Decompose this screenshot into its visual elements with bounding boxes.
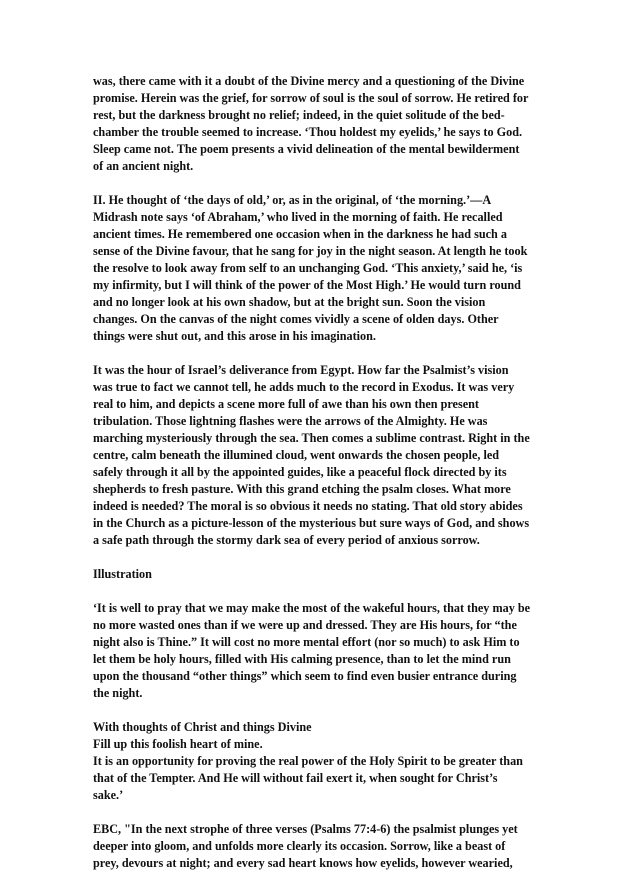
section-heading-illustration: Illustration (93, 567, 152, 581)
paragraph-wakeful-hours: ‘It is well to pray that we may make the most of the wakeful hours, that they may be no more wasted ones than if we were up and dressed. They are His hours, for “the night also is Thine.” It will cost no more mental effort (nor so much) to ask Him to let them be holy hours, filled with His calming presence, than to let the mind run upon the thousand “other things” which seem to find even busier entrance during the night. (93, 601, 531, 700)
paragraph-sleepless-night: was, there came with it a doubt of the Divine mercy and a questioning of the Divine promise. Herein was the grief, for sorrow of soul is the soul of sorrow. He retired for rest, but the darkness brought no relief; indeed, in the quiet solitude of the bed- chamber the trouble seemed to increase. ‘Thou holdest my eyelids,’ he says to God. Sleep came not. The poem presents a vivid delineation of the mental bewilderment of an ancient night. (93, 74, 529, 173)
paragraph-days-of-old: II. He thought of ‘the days of old,’ or, as in the original, of ‘the morning.’—A Midrash note says ‘of Abraham,’ who lived in the morning of faith. He recalled ancient times. He remembered one occasion when in the darkness he had such a sense of the Divine favour, that he sang for joy in the night season. At length he took the resolve to look away from self to an unchanging God. ‘This anxiety,’ said he, ‘is my infirmity, but I will think of the power of the Most High.’ He would turn round and no longer look at his own shadow, but at the bright sun. Soon the vision changes. On the canvas of the night comes vividly a scene of olden days. Other things were shut out, and this arose in his imagination. (93, 193, 528, 343)
paragraph-ebc-commentary: EBC, "In the next strophe of three verses (Psalms 77:4-6) the psalmist plunges yet deeper into gloom, and unfolds more clearly its occasion. Sorrow, like a beast of prey, devours at night; and every sad heart knows how eyelids, however wearied, (93, 822, 518, 870)
paragraph-verse-and-tempter: With thoughts of Christ and things Divine Fill up this foolish heart of mine. It is an opportunity for proving the real power of the Holy Spirit to be greater than that of the Tempter. And He will without fail exert it, when sought for Christ’s sake.’ (93, 720, 523, 802)
page-body-text (93, 73, 553, 872)
paragraph-exodus-vision: It was the hour of Israel’s deliverance from Egypt. How far the Psalmist’s vision was true to fact we cannot tell, he adds much to the record in Exodus. It was very real to him, and depicts a scene more full of awe than his own then present tribulation. Those lightning flashes were the arrows of the Almighty. He was marching mysteriously through the sea. Then comes a sublime contrast. Right in the centre, calm beneath the illumined cloud, went onwards the chosen people, led safely through it all by the appointed guides, like a peaceful flock directed by its shepherds to fresh pasture. With this grand etching the psalm closes. What more indeed is needed? The moral is so obvious it needs no stating. That old story abides in the Church as a picture-lesson of the mysterious but sure ways of God, and shows a safe path through the stormy dark sea of every period of anxious sorrow. (93, 363, 530, 547)
